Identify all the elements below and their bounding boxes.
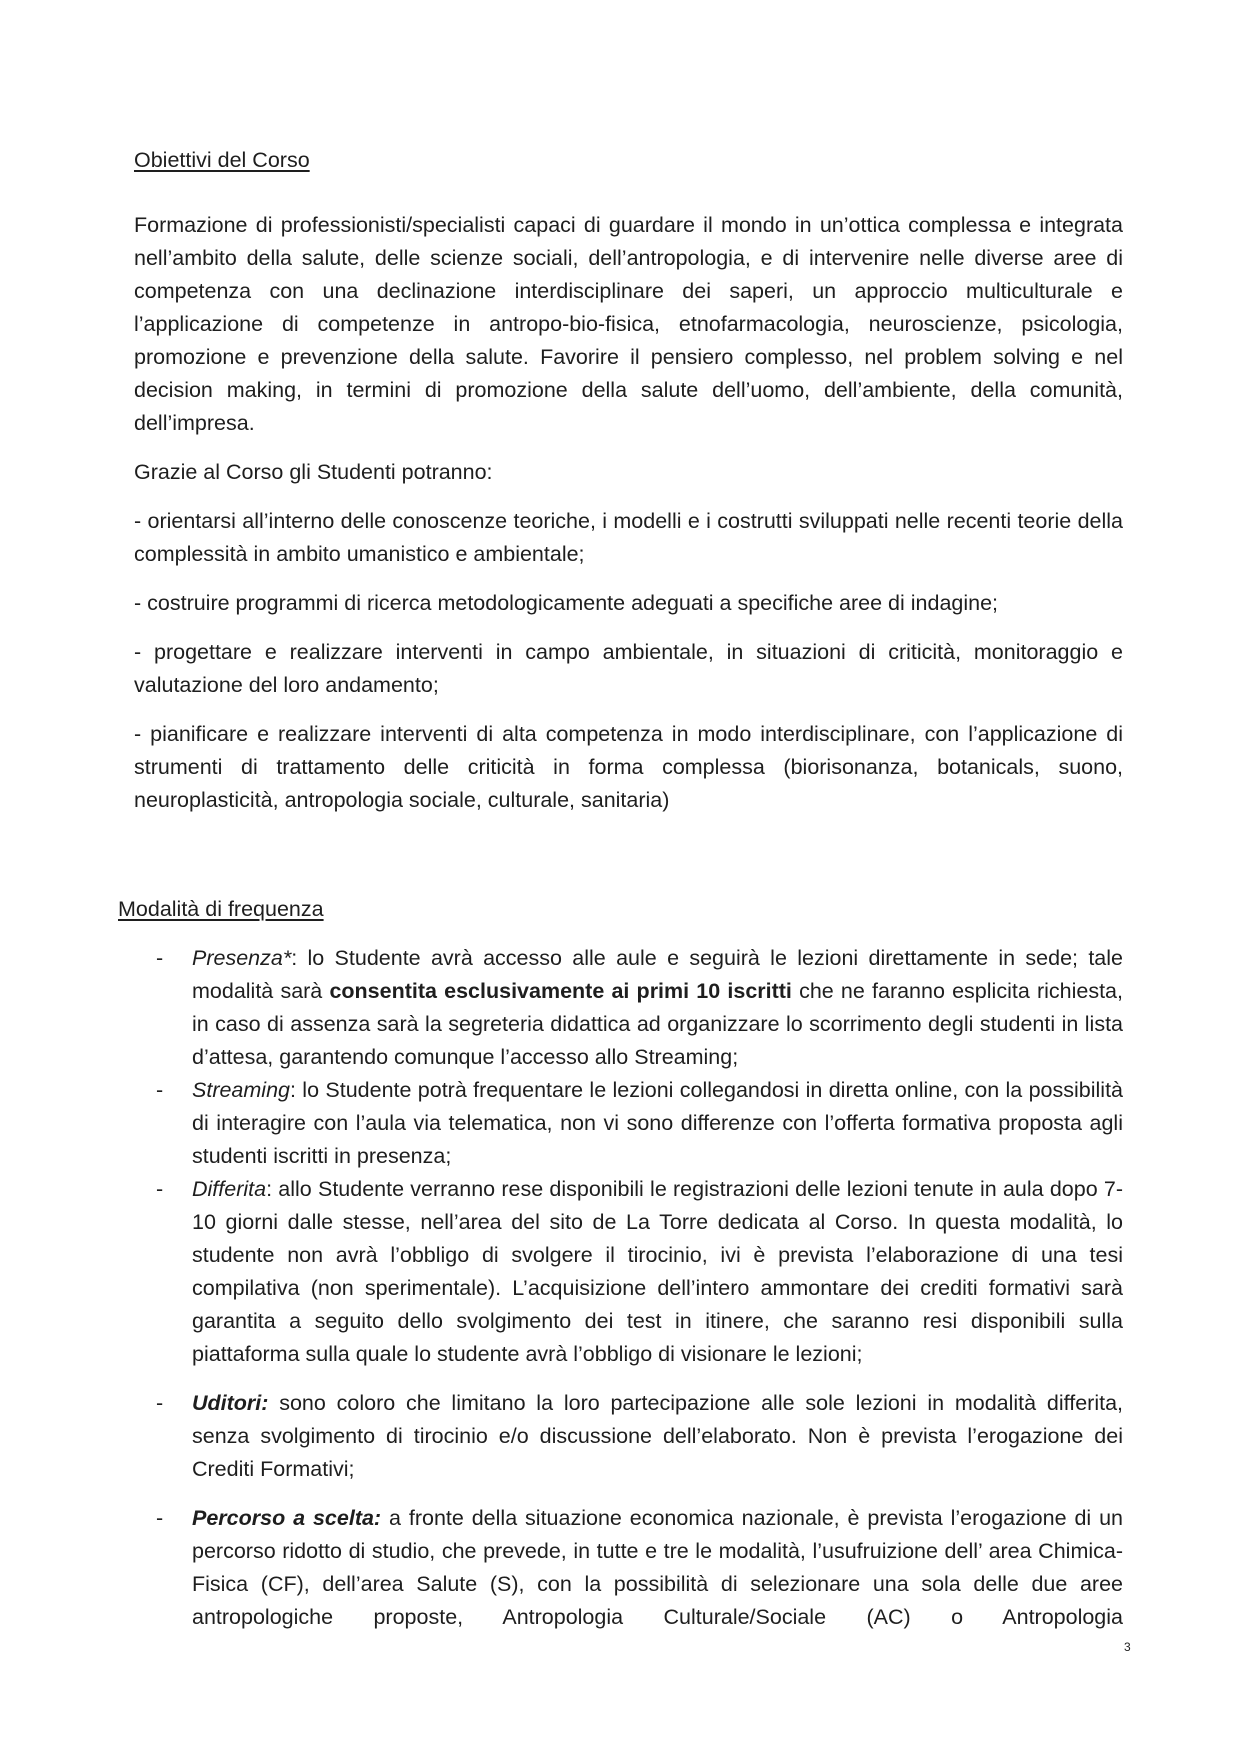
list-item-percorso: - Percorso a scelta: a fronte della situazione economica nazionale, è prevista l’erogazione di un percorso ridotto di studio, che prevede, in tutte e tre le modalità, l’usufruizione dell’ area Chimica-Fisica (CF), dell’area Salute (S), con la possibilità di selezionare una sola delle due aree antropologiche proposte, Antropologia Culturale/Sociale (AC) o Antropologia [156, 1502, 1123, 1634]
section-heading-objectives: Obiettivi del Corso [134, 148, 310, 172]
dash-bullet: - [156, 1506, 164, 1530]
term-streaming: Streaming [192, 1078, 290, 1102]
attendance-modes-list [156, 942, 1123, 1634]
objective-point: - pianificare e realizzare interventi di alta competenza in modo interdisciplinare, con l’applicazione di strumenti di trattamento delle criticità in forma complessa (biorisonanza, botanicals, suono, neuroplasticità, antropologia sociale, culturale, sanitaria) [134, 722, 1123, 812]
dash-bullet: - [156, 1391, 164, 1415]
highlight-first-10: consentita esclusivamente ai primi 10 iscritti [329, 979, 792, 1003]
page-number: 3 [1124, 1640, 1131, 1654]
term-differita: Differita [192, 1177, 267, 1201]
term-uditori: Uditori: [192, 1391, 269, 1415]
section-heading-attendance: Modalità di frequenza [118, 897, 324, 921]
list-item-uditori: - Uditori: sono coloro che limitano la loro partecipazione alle sole lezioni in modalità differita, senza svolgimento di tirocinio e/o discussione dell’elaborato. Non è prevista l’erogazione dei Crediti Formativi; [156, 1387, 1123, 1486]
dash-bullet: - [156, 1078, 164, 1102]
term-presenza: Presenza* [192, 946, 292, 970]
objectives-body [134, 209, 1123, 817]
list-item-presenza: - Presenza*: lo Studente avrà accesso alle aule e seguirà le lezioni direttamente in sede; tale modalità sarà consentita esclusivamente ai primi 10 iscritti che ne faranno esplicita richiesta, in caso di assenza sarà la segreteria didattica ad organizzare lo scorrimento degli studenti in lista d’attesa, garantendo comunque l’accesso allo Streaming; [156, 942, 1123, 1074]
objective-point: - orientarsi all’interno delle conoscenze teoriche, i modelli e i costrutti sviluppati nelle recenti teorie della complessità in ambito umanistico e ambientale; [134, 509, 1123, 566]
objective-point: - costruire programmi di ricerca metodologicamente adeguati a specifiche aree di indagine; [134, 591, 999, 615]
objectives-intro: Grazie al Corso gli Studenti potranno: [134, 460, 493, 484]
dash-bullet: - [156, 946, 164, 970]
list-item-streaming: - Streaming: lo Studente potrà frequentare le lezioni collegandosi in diretta online, con la possibilità di interagire con l’aula via telematica, non vi sono differenze con l’offerta formativa proposta agli studenti iscritti in presenza; [156, 1074, 1123, 1173]
term-percorso: Percorso a scelta: [192, 1506, 382, 1530]
dash-bullet: - [156, 1177, 164, 1201]
objectives-paragraph: Formazione di professionisti/specialisti capaci di guardare il mondo in un’ottica complessa e integrata nell’ambito della salute, delle scienze sociali, dell’antropologia, e di intervenire nelle diverse aree di competenza con una declinazione interdisciplinare dei saperi, un approccio multiculturale e l’applicazione di competenze in antropo-bio-fisica, etnofarmacologia, neuroscienze, psicologia, promozione e prevenzione della salute. Favorire il pensiero complesso, nel problem solving e nel decision making, in termini di promozione della salute dell’uomo, dell’ambiente, della comunità, dell’impresa. [134, 213, 1123, 435]
list-item-differita: - Differita: allo Studente verranno rese disponibili le registrazioni delle lezioni tenute in aula dopo 7-10 giorni dalle stesse, nell’area del sito de La Torre dedicata al Corso. In questa modalità, lo studente non avrà l’obbligo di svolgere il tirocinio, ivi è prevista l’elaborazione di una tesi compilativa (non sperimentale). L’acquisizione dell’intero ammontare dei crediti formativi sarà garantita a seguito dello svolgimento dei test in itinere, che saranno resi disponibili sulla piattaforma sulla quale lo studente avrà l’obbligo di visionare le lezioni; [156, 1173, 1123, 1371]
objective-point: - progettare e realizzare interventi in campo ambientale, in situazioni di criticità, monitoraggio e valutazione del loro andamento; [134, 640, 1123, 697]
